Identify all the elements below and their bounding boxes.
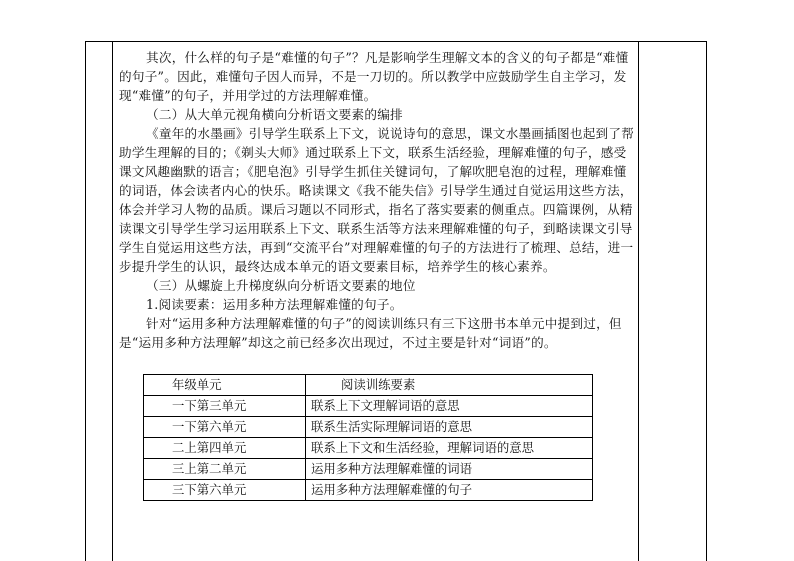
- subheading-reading-element: 1.阅读要素：运用多种方法理解难懂的句子。: [146, 297, 403, 312]
- header-training-element: 阅读训练要素: [306, 375, 593, 396]
- cell-training-element: 运用多种方法理解难懂的句子: [306, 480, 593, 501]
- table-row: [144, 396, 593, 417]
- cell-grade-unit: 三下第六单元: [144, 480, 306, 501]
- cell-grade-unit: 二上第四单元: [144, 438, 306, 459]
- cell-training-element: 运用多种方法理解难懂的词语: [306, 459, 593, 480]
- table-border-right: [706, 41, 707, 561]
- table-header-row: [144, 375, 593, 396]
- cell-grade-unit: 一下第三单元: [144, 396, 306, 417]
- paragraph-training-history: 针对“运用多种方法理解难懂的句子”的阅读训练只有三下这册书本单元中提到过，但是“运用多种方法理解”却这之前已经多次出现过，不过主要是针对“词语”的。: [119, 316, 622, 350]
- cell-training-element: 联系生活实际理解词语的意思: [306, 417, 593, 438]
- paragraph-hard-sentences: 其次，什么样的句子是“难懂的句子”？凡是影响学生理解文本的含义的句子都是“难懂的句子”。因此，难懂句子因人而异，不是一刀切的。所以教学中应鼓励学生自主学习，发现“难懂”的句子，并用学过的方法理解难懂。: [119, 50, 629, 103]
- cell-grade-unit: 三上第二单元: [144, 459, 306, 480]
- table-row: [144, 480, 593, 501]
- table-border-left: [85, 41, 86, 561]
- table-border-col2: [638, 41, 639, 561]
- section-heading-3: （三）从螺旋上升梯度纵向分析语文要素的地位: [146, 278, 416, 293]
- document-body: [119, 48, 635, 352]
- table-row: [144, 417, 593, 438]
- paragraph-unit-analysis: 《童年的水墨画》引导学生联系上下文，说说诗句的意思，课文水墨画插图也起到了帮助学生理解的目的；《剃头大师》通过联系上下文，联系生活经验，理解难懂的句子，感受课文风趣幽默的语言；《肥皂泡》引导学生抓住关键词句，了解吹肥皂泡的过程，理解难懂的词语，体会读者内心的快乐。略读课文《我不能失信》引导学生通过自觉运用这些方法，体会并学习人物的品质。课后习题以不同形式，指名了落实要素的侧重点。四篇课例，从精读课文引导学生学习运用联系上下文、联系生活等方法来理解难懂的句子，到略读课文引导学生自觉运用这些方法，再到“交流平台”对理解难懂的句子的方法进行了梳理、总结，进一步提升学生的认识，最终达成本单元的语文要素目标，培养学生的核心素养。: [119, 126, 635, 274]
- table-row: [144, 459, 593, 480]
- table-row: [144, 438, 593, 459]
- cell-training-element: 联系上下文理解词语的意思: [306, 396, 593, 417]
- cell-grade-unit: 一下第六单元: [144, 417, 306, 438]
- table-border-top: [85, 41, 707, 42]
- cell-training-element: 联系上下文和生活经验，理解词语的意思: [306, 438, 593, 459]
- section-heading-2: （二）从大单元视角横向分析语文要素的编排: [146, 107, 403, 122]
- header-grade-unit: 年级单元: [144, 375, 306, 396]
- reading-requirements-table: [143, 374, 593, 501]
- table-border-col1: [112, 41, 113, 561]
